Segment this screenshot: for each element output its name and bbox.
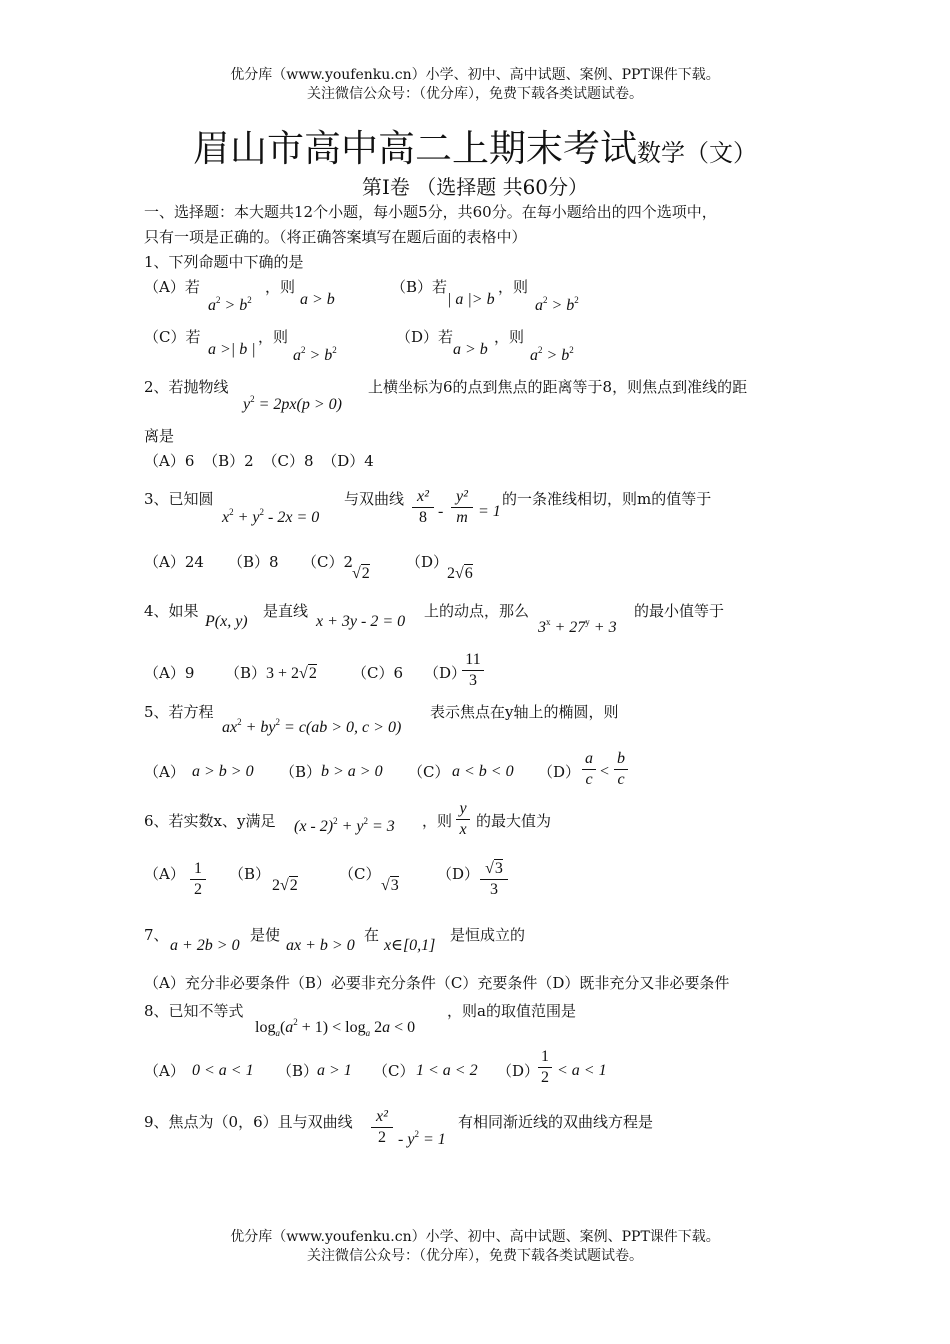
q3-frac1-den: 8 — [419, 509, 427, 526]
q9-frac-den: 2 — [378, 1129, 386, 1146]
q5-opt-b-val: b > a > 0 — [321, 763, 383, 780]
q5-opt-d: （D） — [538, 763, 581, 781]
section-label: 第Ⅰ卷 （选择题 共60分） — [361, 175, 589, 199]
q4-suffix: 的最小值等于 — [634, 602, 725, 620]
q5-opt-d-d2: c — [617, 771, 625, 788]
q2-prefix: 2、若抛物线 — [144, 378, 229, 396]
q1-b-then: ，则 — [498, 278, 529, 296]
q5-opt-c-val: a < b < 0 — [452, 763, 514, 780]
q5-opt-d-frac-1 — [582, 750, 596, 789]
q6-opt-a-frac — [190, 860, 206, 899]
q2-line2: 离是 — [144, 427, 175, 445]
q8-opt-c-val: 1 < a < 2 — [416, 1062, 478, 1079]
instructions-line-2: 只有一项是正确的。（将正确答案填写在题后面的表格中） — [144, 228, 527, 246]
q4-expr: $3^x + 27^y + 3$ — [538, 617, 617, 636]
q5-opt-d-n1: a — [585, 750, 593, 767]
q2-formula: $y^2 = 2px(p > 0)$ — [243, 394, 342, 413]
q3-frac2-num: y² — [456, 488, 468, 505]
q4-opt-c: （C）6 — [352, 664, 404, 682]
q6-frac-den: x — [459, 821, 467, 838]
q1-a-label: （A）若 — [144, 278, 200, 296]
q4-point: P(x, y) — [205, 613, 248, 630]
q7-ineq: ax + b > 0 — [286, 937, 355, 954]
q6-opt-d-frac — [480, 860, 508, 899]
header-line-2: 关注微信公众号：（优分库），免费下载各类试题试卷。 — [307, 86, 643, 102]
q4-opt-b: （B） — [225, 664, 267, 682]
q8-opt-c: （C） — [373, 1062, 415, 1080]
q7-mid1: 是使 — [250, 926, 281, 944]
q1-a-res: a > b — [300, 291, 335, 308]
q6-opt-a-den: 2 — [194, 881, 202, 898]
q1-b-res: $a^2 > b^2$ — [535, 295, 579, 314]
q8-opt-a-val: 0 < a < 1 — [192, 1062, 254, 1079]
q4-line: x + 3y - 2 = 0 — [316, 613, 406, 630]
q1-d-cond: a > b — [453, 341, 488, 358]
q1-stem: 1、下列命题中下确的是 — [144, 253, 304, 271]
q8-opt-b: （B） — [277, 1062, 319, 1080]
q4-prefix: 4、如果 — [144, 602, 199, 620]
q5-opt-c: （C） — [408, 763, 450, 781]
q8-opt-d-frac — [538, 1048, 552, 1087]
q3-mid: 与双曲线 — [344, 490, 405, 508]
q7-suffix: 是恒成立的 — [450, 926, 526, 944]
q4-opt-d: （D） — [424, 664, 467, 682]
q5-opt-d-d1: c — [585, 771, 593, 788]
title-main: 眉山市高中高二上期末考试 — [193, 127, 637, 170]
q5-prefix: 5、若方程 — [144, 703, 214, 721]
title-suffix: 数学（文） — [637, 139, 757, 167]
q7-cond: a + 2b > 0 — [170, 937, 240, 954]
q6-prefix: 6、若实数x、y满足 — [144, 812, 276, 830]
q3-opt-d: （D） — [406, 553, 449, 571]
q1-c-label: （C）若 — [144, 328, 201, 346]
q3-opt-c: （C）2 — [302, 553, 354, 571]
q9-rest: - $y^2 = 1$ — [398, 1129, 446, 1148]
footer-line-1: 优分库（www.youfenku.cn）小学、初中、高中试题、案例、PPT课件下载。 — [230, 1229, 720, 1245]
q6-mid: ，则 — [422, 812, 453, 830]
q4-opt-b-val: 3 + 2√2 — [266, 665, 317, 682]
q3-opt-a: （A）24 — [144, 553, 204, 571]
q8-opt-d: （D） — [497, 1062, 540, 1080]
q3-opt-c-val: √2 — [352, 565, 370, 582]
q1-c-then: ，则 — [258, 328, 289, 346]
q8-prefix: 8、已知不等式 — [144, 1002, 244, 1020]
q5-opt-b: （B） — [280, 763, 322, 781]
q6-opt-d-den: 3 — [490, 881, 498, 898]
q3-suffix: 的一条准线相切，则m的值等于 — [502, 490, 712, 508]
q1-d-res: $a^2 > b^2$ — [530, 345, 574, 364]
q6-opt-c-val: √3 — [381, 877, 399, 894]
q3-frac1-num: x² — [417, 488, 429, 505]
q8-opt-d-rest: < a < 1 — [557, 1062, 607, 1079]
q1-c-cond: a >| b | — [208, 341, 256, 358]
q3-opt-d-val: 2√6 — [447, 565, 473, 582]
q9-prefix: 9、焦点为（0，6）且与双曲线 — [144, 1113, 353, 1131]
q6-frac-num: y — [459, 800, 467, 817]
q7-options: （A）充分非必要条件（B）必要非充分条件（C）充要条件（D）既非充分又非必要条件 — [144, 974, 730, 992]
q6-suffix: 的最大值为 — [476, 812, 552, 830]
q1-d-label: （D）若 — [396, 328, 454, 346]
q8-suffix: ，则a的取值范围是 — [447, 1002, 576, 1020]
q6-opt-a: （A） — [144, 865, 185, 883]
q1-b-label: （B）若 — [391, 278, 448, 296]
q5-suffix: 表示焦点在y轴上的椭圆，则 — [430, 703, 619, 721]
q4-opt-d-num: 11 — [465, 651, 481, 668]
q9-suffix: 有相同渐近线的双曲线方程是 — [458, 1113, 654, 1131]
q1-d-then: ，则 — [494, 328, 525, 346]
q2-options: （A）6 （B）2 （C）8 （D）4 — [144, 452, 374, 470]
instructions-line-1: 一、选择题：本大题共12个小题，每小题5分，共60分。在每小题给出的四个选项中， — [144, 203, 717, 221]
q6-fraction — [456, 800, 470, 839]
q1-b-cond: | a |> b — [447, 291, 495, 308]
q8-opt-d-num: 1 — [541, 1048, 549, 1065]
q8-opt-a: （A） — [144, 1062, 185, 1080]
q8-opt-d-den: 2 — [541, 1069, 549, 1086]
q7-prefix: 7、 — [144, 926, 169, 944]
q3-opt-b: （B）8 — [228, 553, 279, 571]
footer-line-2: 关注微信公众号：（优分库），免费下载各类试题试卷。 — [307, 1248, 643, 1264]
q9-frac-num: x² — [376, 1108, 388, 1125]
q3-eq: = 1 — [478, 503, 501, 520]
q5-opt-d-frac-2 — [614, 750, 628, 789]
q5-opt-d-lt: < — [600, 763, 610, 780]
q6-opt-a-num: 1 — [194, 860, 202, 877]
q1-c-res: $a^2 > b^2$ — [293, 345, 337, 364]
q4-mid2: 上的动点，那么 — [424, 602, 530, 620]
q3-fraction-2 — [451, 488, 473, 527]
q3-minus: - — [438, 503, 444, 520]
q6-formula: $(x - 2)^2 + y^2 = 3$ — [294, 816, 395, 835]
q8-opt-b-val: a > 1 — [317, 1062, 352, 1079]
q7-mid2: 在 — [364, 926, 380, 944]
q6-opt-d: （D） — [437, 865, 480, 883]
q4-opt-d-frac — [462, 651, 484, 690]
q3-prefix: 3、已知圆 — [144, 490, 214, 508]
q6-opt-b: （B） — [229, 865, 271, 883]
q5-opt-a-val: a > b > 0 — [192, 763, 254, 780]
q7-domain: x∈[0,1] — [384, 937, 436, 954]
q5-opt-a: （A） — [144, 763, 185, 781]
q2-suffix: 上横坐标为6的点到焦点的距离等于8，则焦点到准线的距 — [368, 378, 748, 396]
q3-frac2-den: m — [456, 509, 468, 526]
q6-opt-b-val: 2√2 — [272, 877, 298, 894]
q5-opt-d-n2: b — [617, 750, 625, 767]
q1-a-cond: $a^2 > b^2$ — [208, 295, 252, 314]
q8-formula: $\log_a(a^2 + 1) < \log_a 2a < 0$ — [255, 1017, 416, 1039]
q9-fraction — [371, 1108, 393, 1147]
page-title — [0, 128, 950, 177]
q6-opt-d-num: √3 — [485, 860, 503, 877]
q6-opt-c: （C） — [339, 865, 381, 883]
q3-fraction-1 — [412, 488, 434, 527]
header-line-1: 优分库（www.youfenku.cn）小学、初中、高中试题、案例、PPT课件下载。 — [230, 67, 720, 83]
q1-a-then: ，则 — [265, 278, 296, 296]
q4-opt-a: （A）9 — [144, 664, 195, 682]
q3-circle: $x^2 + y^2 - 2x = 0$ — [222, 507, 320, 526]
q4-mid1: 是直线 — [263, 602, 309, 620]
q4-opt-d-den: 3 — [469, 672, 477, 689]
q5-formula: $ax^2 + by^2 = c(ab > 0$, c > 0) — [222, 717, 402, 736]
